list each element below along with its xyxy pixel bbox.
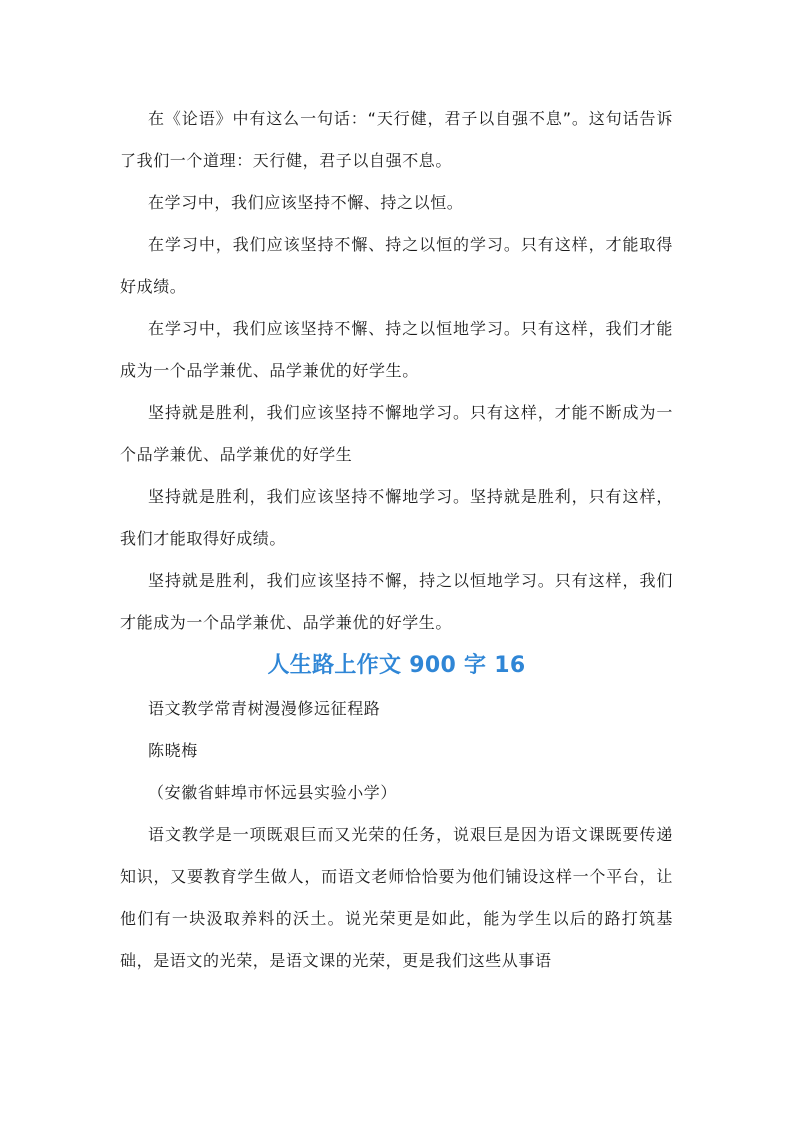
paragraph: 语文教学是一项既艰巨而又光荣的任务，说艰巨是因为语文课既要传递知识，又要教育学生做人，而语文老师恰恰要为他们铺设这样一个平台，让他们有一块汲取养料的沃土。说光荣更是如此，能为学生以后的路打筑基础，是语文的光荣，是语文课的光荣，更是我们这些从事语	[120, 825, 673, 970]
paragraph: 在《论语》中有这么一句话：“天行健，君子以自强不息”。这句话告诉了我们一个道理：天行健，君子以自强不息。	[120, 109, 673, 170]
paragraph: 坚持就是胜利，我们应该坚持不懈，持之以恒地学习。只有这样，我们才能成为一个品学兼优、品学兼优的好学生。	[120, 571, 673, 632]
document-body	[120, 98, 673, 982]
paragraph: 坚持就是胜利，我们应该坚持不懈地学习。只有这样，才能不断成为一个品学兼优、品学兼优的好学生	[120, 403, 673, 464]
author-affiliation: （安徽省蚌埠市怀远县实验小学）	[148, 783, 398, 802]
section-heading: 人生路上作文 900 字 16	[267, 653, 526, 678]
paragraph: 坚持就是胜利，我们应该坚持不懈地学习。坚持就是胜利，只有这样，我们才能取得好成绩。	[120, 487, 673, 548]
paragraph: 在学习中，我们应该坚持不懈、持之以恒的学习。只有这样，才能取得好成绩。	[120, 235, 673, 296]
paragraph: 在学习中，我们应该坚持不懈、持之以恒。	[148, 193, 464, 212]
paragraph: 在学习中，我们应该坚持不懈、持之以恒地学习。只有这样，我们才能成为一个品学兼优、品学兼优的好学生。	[120, 319, 673, 380]
author-name: 陈晓梅	[148, 741, 198, 760]
article-title: 语文教学常青树漫漫修远征程路	[148, 699, 381, 718]
